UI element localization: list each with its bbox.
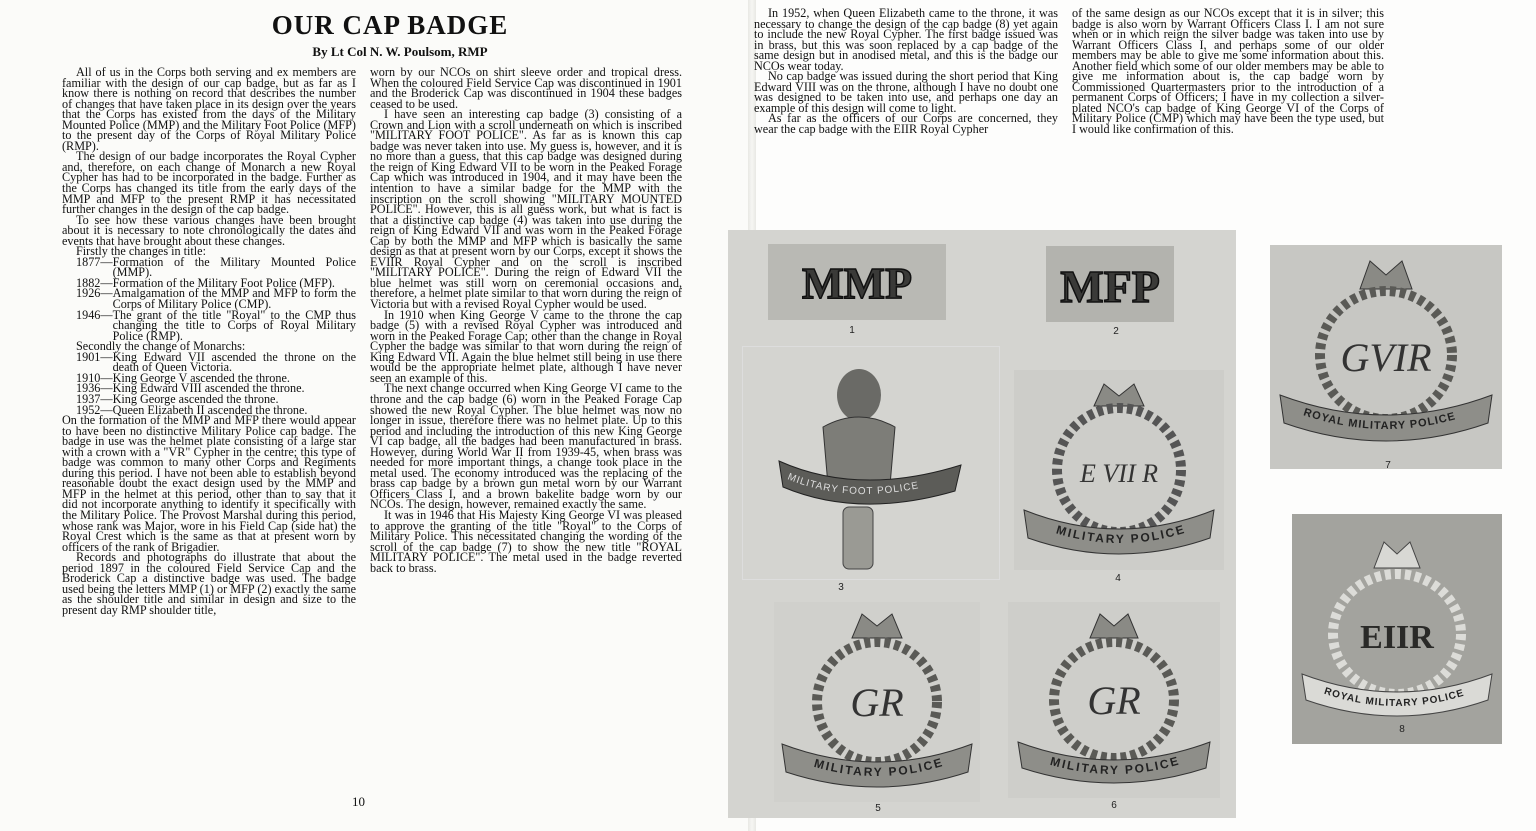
badge-6-caption: 6 bbox=[1111, 800, 1117, 811]
badge-4-photo bbox=[1014, 370, 1224, 570]
paragraph: No cap badge was issued during the short period that King Edward VIII was on the throne, although I have no doubt one was designed to be taken into use, and perhaps one day an example of this design will come to light. bbox=[754, 69, 1058, 115]
badge-3-image bbox=[743, 347, 999, 579]
badge-6-scroll-text: MILITARY POLICE bbox=[1048, 753, 1182, 778]
badge-7-caption: 7 bbox=[1385, 460, 1391, 471]
badge-8-image bbox=[1292, 514, 1502, 744]
badge-5-cypher: GR bbox=[850, 680, 904, 725]
monarch-changes-list bbox=[62, 349, 356, 417]
list-year: 1877— bbox=[76, 254, 113, 269]
badge-1-image bbox=[768, 244, 946, 320]
title-changes-list bbox=[62, 254, 356, 343]
paragraph: On the formation of the MMP and MFP there would appear to have been no distinctive Military Police cap badge. The badge in use was the helmet plate consisting of a large star with a crown with a "VR" Cypher in the centre; this type of badge was common to many other Corps and Regiments during this period. I have not been able to establish beyond reasonable doubt the exact design used by the MMP and MFP in the helmet at this period, other than to say that it did not incorporate anything to identify it specifically with the Military Police. The Provost Marshal during this period, whose rank was Major, wore in his Field Cap (side hat) the Royal Crest which is the same as that at present worn by officers of the rank of Brigadier. bbox=[62, 413, 356, 554]
badge-7-photo bbox=[1270, 245, 1502, 469]
badge-3-scroll-text: MILITARY FOOT POLICE bbox=[785, 471, 921, 498]
text-column-2 bbox=[370, 67, 682, 573]
page-number: 10 bbox=[352, 794, 365, 809]
badge-8-cypher: EIIR bbox=[1360, 619, 1434, 656]
badge-6-image bbox=[1008, 602, 1220, 798]
list-year: 1901— bbox=[76, 349, 113, 364]
list-text: Amalgamation of the MMP and MFP to form the Corps of Military Police (CMP). bbox=[112, 286, 356, 312]
badge-5-caption: 5 bbox=[875, 803, 881, 814]
paragraph: I have seen an interesting cap badge (3) consisting of a Crown and Lion with a scroll underneath on which is inscribed "MILITARY FOOT POLICE". As far as is known this cap badge was never taken into use. My guess is, however, and it is no more than a guess, that this cap badge was designed during the reign of King Edward VII to be worn in the Peaked Forage Cap which was introduced in 1904, and it may have been the intention to have a similar badge for the MMP with the inscription on the scroll showing "MILITARY MOUNTED POLICE". However, this is all guess work, but what is fact is that a distinctive cap badge (4) was taken into use during the reign of King Edward VII and was worn in the Peaked Forage Cap by both the MMP and MFP which is basically the same design as that at present worn by our Corps, except it shows the EVIIR Royal Cypher and on the scroll is inscribed "MILITARY POLICE". During the reign of Edward VII the blue helmet was still worn on ceremonial occasions and, therefore, a helmet plate similar to that worn during the reign of Victoria but with a revised Royal Cypher would be used. bbox=[370, 107, 682, 312]
badge-5-image bbox=[774, 602, 980, 802]
paragraph: Secondly the change of Monarchs: bbox=[76, 339, 246, 354]
text-column-4 bbox=[1072, 8, 1384, 135]
badge-1-photo bbox=[768, 244, 946, 320]
list-year: 1952— bbox=[76, 402, 113, 417]
article-byline: By Lt Col N. W. Poulsom, RMP bbox=[312, 44, 488, 59]
text-column-3 bbox=[754, 8, 1058, 135]
list-text: King Edward VIII ascended the throne. bbox=[112, 381, 305, 396]
list-text: Formation of the Military Mounted Police (MMP). bbox=[112, 254, 356, 280]
list-year: 1882— bbox=[76, 275, 113, 290]
list-item bbox=[76, 307, 356, 343]
paragraph: of the same design as our NCOs except that it is in silver; this badge is also worn by Warrant Officers Class I. I am not sure when or in which reign the silver badge was taken into use by Warrant Officers Class I, and perhaps some of our older members may be able to give me some information about this. Another field which some of our older members may be able to give me information about is, the cap badge worn by Commissioned Quartermasters prior to the introduction of a permanent Corps of Officers; I have in my collection a silver-plated NCO's cap badge of King George VI of the Corps of Military Police (CMP) which may have been the type used, but I would like confirmation of this. bbox=[1072, 6, 1384, 137]
badge-2-photo bbox=[1046, 246, 1174, 322]
paragraph: To see how these various changes have been brought about it is necessary to note chronologically the dates and events that have brought about these changes. bbox=[62, 212, 356, 248]
list-item bbox=[76, 286, 356, 312]
badge-5-photo bbox=[774, 602, 980, 802]
badge-4-cypher: E VII R bbox=[1080, 459, 1158, 488]
badge-7-scroll-text: ROYAL MILITARY POLICE bbox=[1302, 406, 1458, 433]
paragraph: The design of our badge incorporates the Royal Cypher and, therefore, on each change of Monarch a new Royal Cypher has had to be incorporated in the badge. Further as the Corps has changed its title from the early days of the MMP and MFP to the present RMP it has necessitated further changes in the design of the cap badge. bbox=[62, 149, 356, 217]
paragraph: In 1910 when King George V came to the throne the cap badge (5) with a revised Royal Cypher was introduced and worn in the Peaked Forage Cap; other than the change in Royal Cypher the badge was similar to that worn during the reign of King Edward VII. Again the blue helmet still being in use there would be the appropriate helmet plate, although I have never seen an example of this. bbox=[370, 307, 682, 385]
badge-2-letters: MFP bbox=[1060, 261, 1160, 312]
list-year: 1936— bbox=[76, 381, 113, 396]
list-item bbox=[76, 349, 356, 375]
paragraph: The next change occurred when King George VI came to the throne and the cap badge (6) worn in the Peaked Forage Cap showed the new Royal Cypher. The blue helmet was now no longer in issue, therefore there was no helmet plate. Up to this period and including the introduction of this new King George VI cap badge, all the badges had been manufactured in brass. However, during World War II from 1939-45, when brass was needed for more important things, a change took place in the metal used. The economy introduced was the replacing of the brass cap badge by a brown gun metal worn by our Warrant Officers Class I, and a brown bakelite badge worn by our NCOs. The design, however, remained exactly the same. bbox=[370, 381, 682, 512]
paragraph: All of us in the Corps both serving and ex members are familiar with the design of our cap badge, but as far as I know there is nothing on record that describes the number of changes that have taken place in its design over the years that the Corps has existed from the days of the Military Mounted Police (MMP) and the Military Foot Police (MFP) to the present day of the Corps of Royal Military Police (RMP). bbox=[62, 65, 356, 153]
badge-5-scroll-text: MILITARY POLICE bbox=[812, 754, 946, 780]
list-year: 1926— bbox=[76, 286, 113, 301]
badge-8-photo bbox=[1292, 514, 1502, 744]
list-text: Formation of the Military Foot Police (MFP). bbox=[112, 275, 335, 290]
badge-photo-plate bbox=[728, 230, 1236, 818]
list-item bbox=[76, 254, 356, 280]
badge-8-caption: 8 bbox=[1399, 724, 1405, 735]
badge-3-photo bbox=[742, 346, 1000, 580]
badge-1-letters: MMP bbox=[802, 259, 912, 308]
list-year: 1946— bbox=[76, 307, 113, 322]
paragraph: Firstly the changes in title: bbox=[76, 244, 206, 259]
list-year: 1910— bbox=[76, 370, 113, 385]
list-year: 1937— bbox=[76, 391, 113, 406]
badge-4-scroll-text: MILITARY POLICE bbox=[1054, 521, 1188, 547]
text-column-1 bbox=[62, 67, 356, 615]
list-text: Queen Elizabeth II ascended the throne. bbox=[112, 402, 308, 417]
paragraph: In 1952, when Queen Elizabeth came to the throne, it was necessary to change the design of the cap badge (8) yet again to include the new Royal Cypher. The first badge issued was in brass, but this was soon replaced by a cap badge of the same design but in anodised metal, and this is the badge our NCOs wear today. bbox=[754, 6, 1058, 73]
badge-3-caption: 3 bbox=[838, 582, 844, 593]
badge-4-image bbox=[1014, 370, 1224, 570]
list-text: King Edward VII ascended the throne on the death of Queen Victoria. bbox=[112, 349, 356, 375]
badge-7-image bbox=[1270, 245, 1502, 469]
badge-8-scroll-text: ROYAL MILITARY POLICE bbox=[1322, 685, 1466, 710]
badge-2-caption: 2 bbox=[1113, 326, 1119, 337]
paragraph: As far as the officers of our Corps are concerned, they wear the cap badge with the EIIR Royal Cypher bbox=[754, 111, 1058, 137]
badge-2-image bbox=[1046, 246, 1174, 322]
paragraph: worn by our NCOs on shirt sleeve order and tropical dress. When the coloured Field Service Cap was discontinued in 1901 and the Broderick Cap was discontinued in 1904 these badges ceased to be used. bbox=[370, 65, 682, 111]
paragraph: Records and photographs do illustrate that about the period 1897 in the coloured Field Service Cap and the Broderick Cap a distinctive badge was used. The badge used being the letters MMP (1) or MFP (2) exactly the same as the shoulder title and similar in design and size to the present day RMP shoulder title, bbox=[62, 550, 356, 617]
article-title: OUR CAP BADGE bbox=[271, 10, 509, 40]
badge-1-caption: 1 bbox=[849, 325, 855, 336]
badge-7-cypher: GVIR bbox=[1340, 335, 1432, 380]
paragraph: It was in 1946 that His Majesty King George VI was pleased to approve the granting of the title "Royal" to the Corps of Military Police. This necessitated changing the wording of the scroll of the cap badge (7) to show the new title "ROYAL MILITARY POLICE". The metal used in the badge reverted back to brass. bbox=[370, 507, 682, 575]
list-text: King George ascended the throne. bbox=[112, 391, 279, 406]
list-text: King George V ascended the throne. bbox=[112, 370, 290, 385]
badge-6-cypher: GR bbox=[1087, 678, 1141, 723]
badge-6-photo bbox=[1008, 602, 1220, 798]
list-text: The grant of the title "Royal" to the CMP thus changing the title to Corps of Royal Military Police (RMP). bbox=[112, 307, 356, 343]
badge-4-caption: 4 bbox=[1115, 573, 1121, 584]
